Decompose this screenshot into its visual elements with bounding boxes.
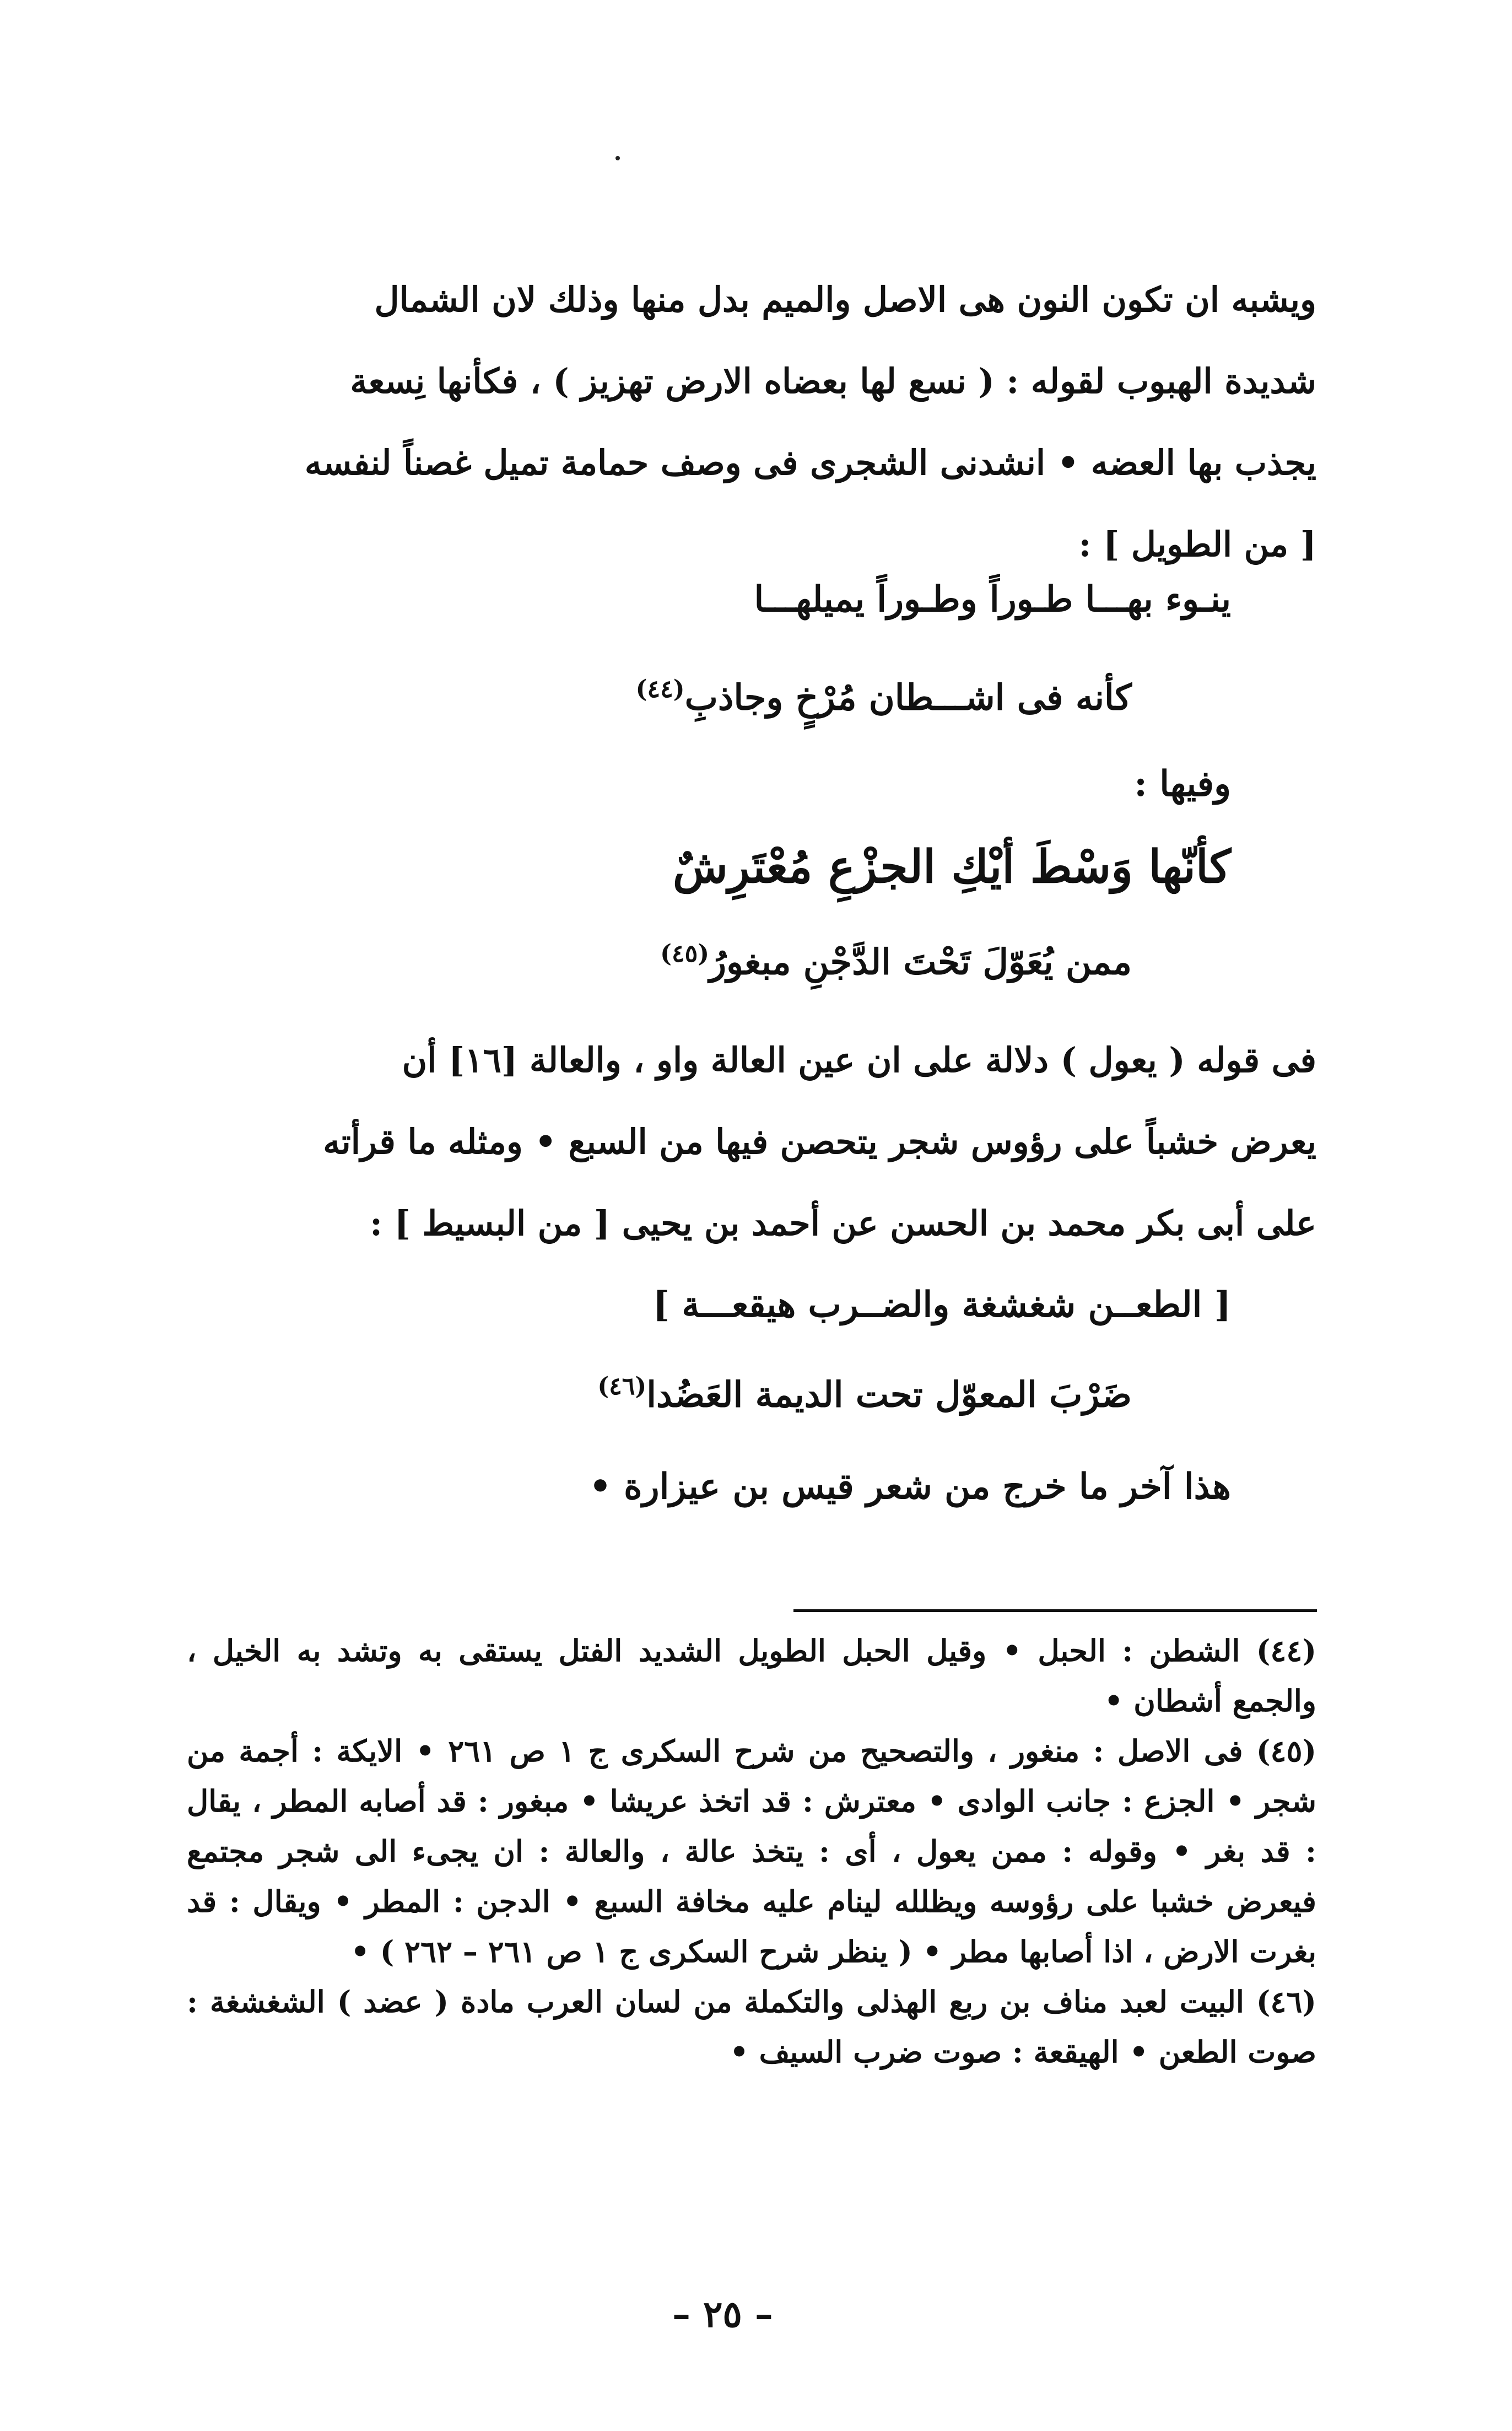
intro-fiha: وفيها : bbox=[1134, 763, 1231, 805]
verse-1-hemistich-2-text: كأنه فى اشـــطان مُرْخٍ وجاذبِ bbox=[684, 677, 1132, 719]
footnote-text: فى الاصل : منغور ، والتصحيح من شرح السكرى ج ١ ص ٢٦١ • الايكة : أجمة من شجر • الجزع : جانب الوادى • معترش : قد اتخذ عريشا • مبغور : قد أصابه المطر ، يقال : قد بغر • وقوله : ممن يعول ، أى : يتخذ عالة ، والعالة : ان يجىء الى شجر مجتمع فيعرض خشبا على رؤوسه ويظلله لينام عليه مخافة السبع • الدجن : المطر • ويقال : قد بغرت الارض ، اذا أصابها مطر • ( ينظر شرح السكرى ج ١ ص ٢٦١ – ٢٦٢ ) • bbox=[187, 1733, 1316, 1969]
verse-2-hemistich-2-text: ممن يُعَوّلَ تَحْتَ الدَّجْنِ مبغورُ bbox=[709, 941, 1132, 983]
footnote-marker-44: (٤٤) bbox=[635, 675, 685, 703]
footnote-separator bbox=[793, 1609, 1317, 1612]
footnote-46 bbox=[187, 1977, 1316, 2077]
paragraph-1 bbox=[187, 259, 1316, 585]
footnote-marker-45: (٤٥) bbox=[660, 940, 710, 968]
verse-2-hemistich-2 bbox=[660, 940, 1132, 983]
verse-3-hemistich-2-text: ضَرْبَ المعوّل تحت الديمة العَضُدا bbox=[646, 1374, 1132, 1416]
verse-1-hemistich-1: ينـوء بهـــا طـوراً وطـوراً يميلهـــا bbox=[754, 579, 1231, 620]
verse-3-hemistich-2 bbox=[597, 1372, 1132, 1415]
paragraph-1-line: ويشبه ان تكون النون هى الاصل والميم بدل منها وذلك لان الشمال bbox=[374, 279, 1316, 320]
verse-3-hemistich-1: [ الطعــن شغشغة والضــرب هيقعـــة ] bbox=[652, 1284, 1231, 1325]
verse-1-hemistich-2 bbox=[636, 675, 1132, 718]
footnote-44 bbox=[187, 1626, 1316, 1726]
page-speck bbox=[615, 156, 620, 160]
footnote-number: (٤٥) bbox=[1256, 1733, 1317, 1769]
footnotes bbox=[187, 1626, 1316, 2077]
closing-line: هذا آخر ما خرج من شعر قيس بن عيزارة • bbox=[588, 1466, 1231, 1507]
footnote-45 bbox=[187, 1726, 1316, 1977]
verse-2-hemistich-1: كأنّها وَسْطَ أيْكِ الجزْعِ مُعْتَرِشٌ bbox=[672, 840, 1231, 893]
footnote-number: (٤٦) bbox=[1256, 1984, 1316, 2019]
paragraph-1-line: [ من الطويل ] : bbox=[1078, 524, 1316, 564]
footnote-number: (٤٤) bbox=[1256, 1633, 1316, 1668]
paragraph-2 bbox=[187, 1020, 1316, 1264]
footnote-text: البيت لعبد مناف بن ربع الهذلى والتكملة من لسان العرب مادة ( عضد ) الشغشغة : صوت الطعن • الهيقعة : صوت ضرب السيف • bbox=[187, 1984, 1316, 2069]
paragraph-2-line: على أبى بكر محمد بن الحسن عن أحمد بن يحيى [ من البسيط ] : bbox=[370, 1203, 1316, 1243]
footnote-text: الشطن : الحبل • وقيل الحبل الطويل الشديد الفتل يستقى به وتشد به الخيل ، والجمع أشطان • bbox=[187, 1633, 1316, 1718]
paragraph-2-line: فى قوله ( يعول ) دلالة على ان عين العالة واو ، والعالة [١٦] أن bbox=[402, 1040, 1316, 1080]
paragraph-2-line: يعرض خشباً على رؤوس شجر يتحصن فيها من السبع • ومثله ما قرأته bbox=[323, 1122, 1316, 1162]
footnote-marker-46: (٤٦) bbox=[597, 1372, 647, 1400]
page-number: – ٢٥ – bbox=[672, 2293, 773, 2336]
paragraph-1-line: يجذب بها العضه • انشدنى الشجرى فى وصف حمامة تميل غصناً لنفسه bbox=[304, 443, 1316, 483]
paragraph-1-line: شديدة الهبوب لقوله : ( نسع لها بعضاه الارض تهزيز ) ، فكأنها نِسعة bbox=[350, 361, 1316, 401]
